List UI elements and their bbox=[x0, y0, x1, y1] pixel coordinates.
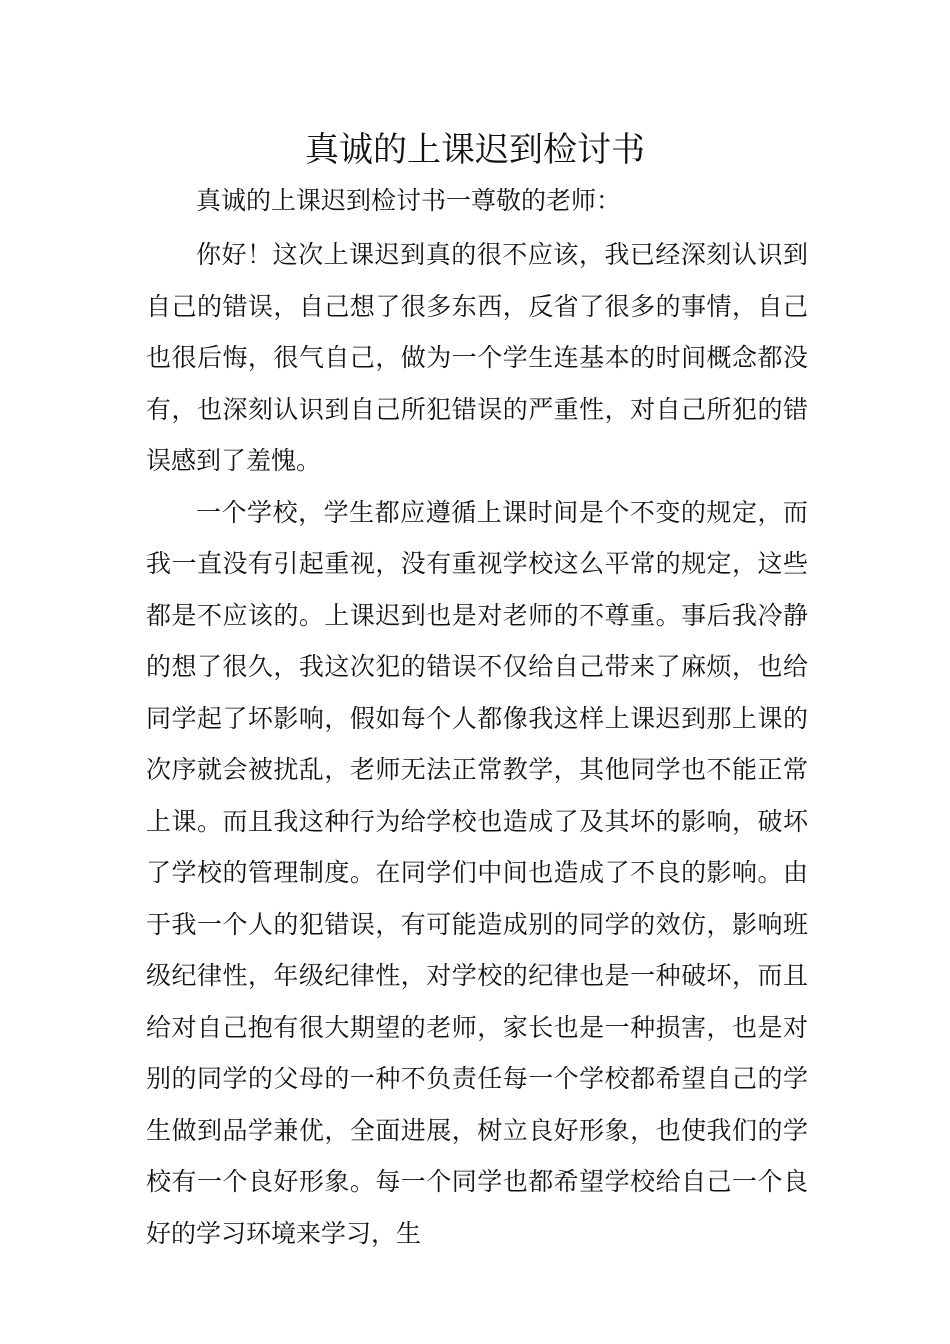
paragraph: 一个学校，学生都应遵循上课时间是个不变的规定，而我一直没有引起重视，没有重视学校这么平常的规定，这些都是不应该的。上课迟到也是对老师的不尊重。事后我冷静的想了很久，我这次犯的错误不仅给自己带来了麻烦，也给同学起了坏影响，假如每个人都像我这样上课迟到那上课的次序就会被扰乱，老师无法正常教学，其他同学也不能正常上课。而且我这种行为给学校也造成了及其坏的影响，破坏了学校的管理制度。在同学们中间也造成了不良的影响。由于我一个人的犯错误，有可能造成别的同学的效仿，影响班级纪律性，年级纪律性，对学校的纪律也是一种破坏，而且给对自己抱有很大期望的老师，家长也是一种损害，也是对别的同学的父母的一种不负责任每一个学校都希望自己的学生做到品学兼优，全面进展，树立良好形象，也使我们的学校有一个良好形象。每一个同学也都希望学校给自己一个良好的学习环境来学习，生 bbox=[146, 497, 808, 1248]
document-title: 真诚的上课迟到检讨书 bbox=[305, 130, 645, 170]
document-body bbox=[146, 183, 808, 1259]
intro-line: 真诚的上课迟到检讨书一尊敬的老师： bbox=[196, 186, 622, 215]
paragraph: 你好！这次上课迟到真的很不应该，我已经深刻认识到自己的错误，自己想了很多东西，反省了很多的事情，自己也很后悔，很气自己，做为一个学生连基本的时间概念都没有，也深刻认识到自己所犯错误的严重性，对自己所犯的错误感到了羞愧。 bbox=[146, 240, 808, 475]
